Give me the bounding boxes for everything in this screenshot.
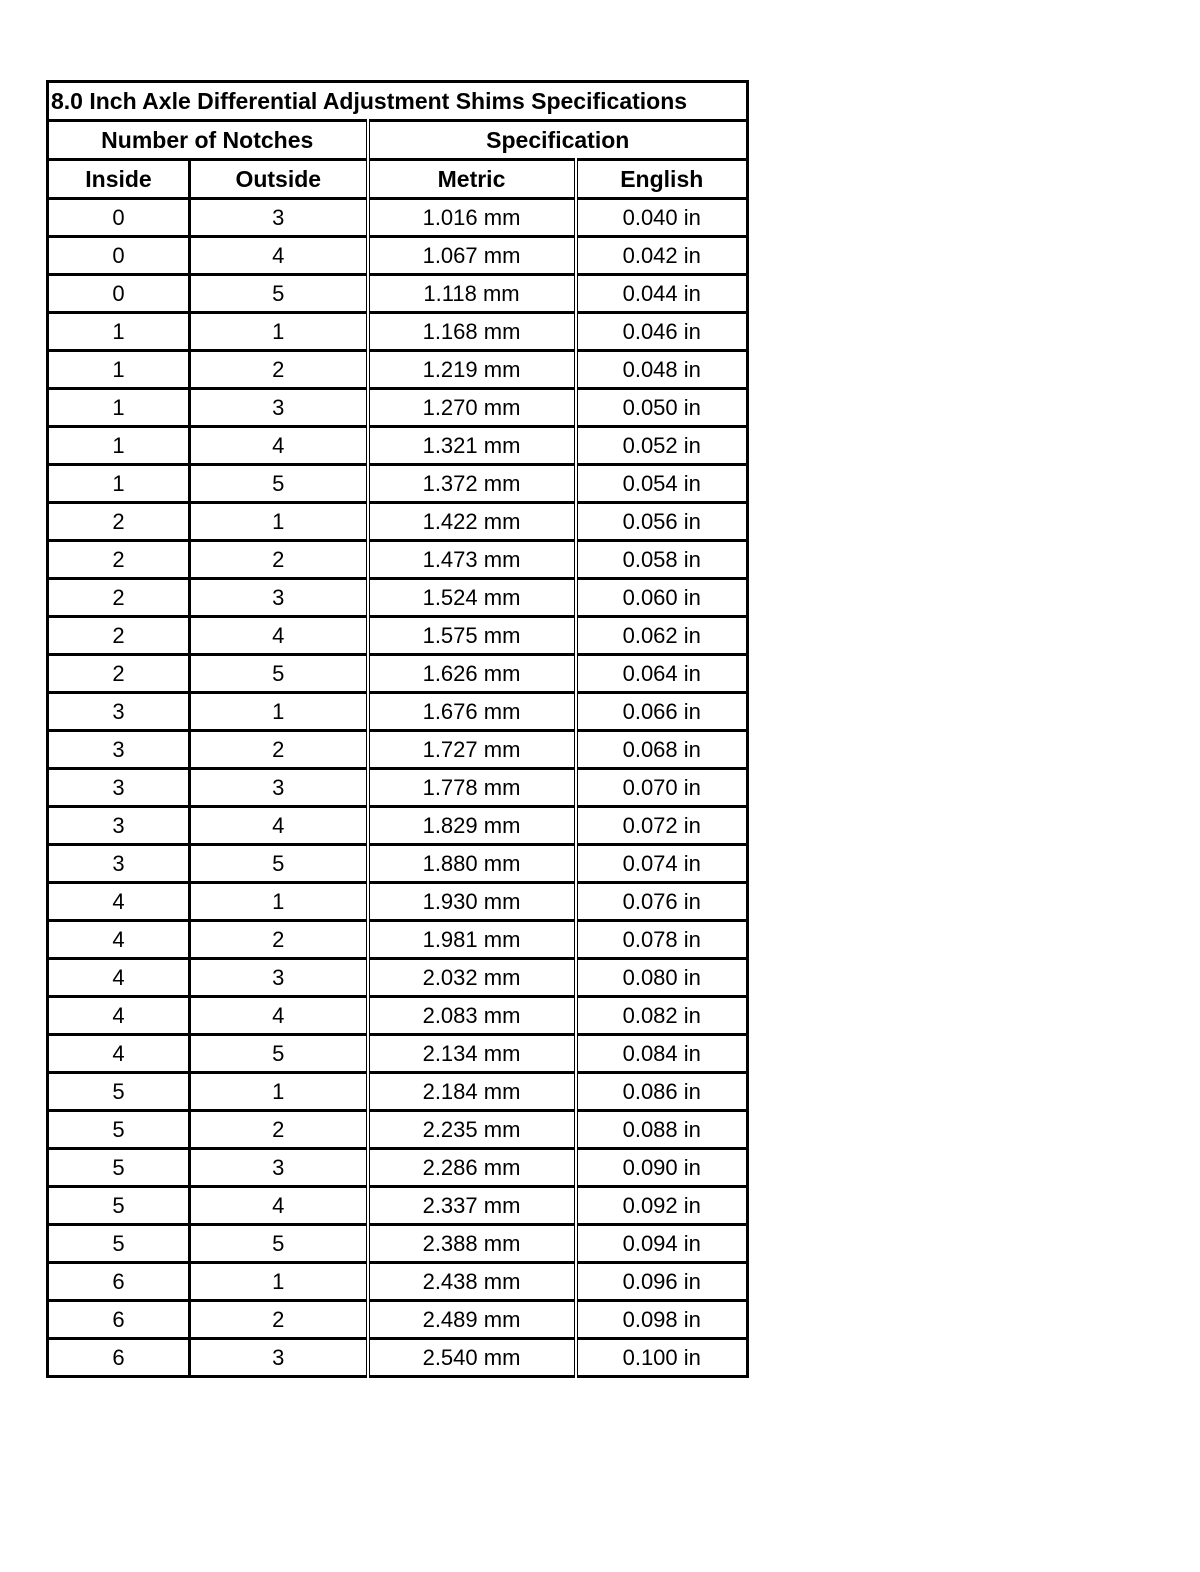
english-header: English bbox=[576, 160, 748, 199]
english-cell: 0.040 in bbox=[576, 199, 748, 237]
inside-cell: 2 bbox=[48, 579, 190, 617]
table-row bbox=[48, 1339, 748, 1377]
english-cell: 0.100 in bbox=[576, 1339, 748, 1377]
english-cell: 0.080 in bbox=[576, 959, 748, 997]
english-cell: 0.078 in bbox=[576, 921, 748, 959]
table-row bbox=[48, 769, 748, 807]
inside-cell: 4 bbox=[48, 883, 190, 921]
inside-cell: 4 bbox=[48, 997, 190, 1035]
inside-cell: 1 bbox=[48, 465, 190, 503]
english-cell: 0.068 in bbox=[576, 731, 748, 769]
inside-cell: 5 bbox=[48, 1149, 190, 1187]
metric-cell: 1.168 mm bbox=[368, 313, 576, 351]
inside-cell: 0 bbox=[48, 237, 190, 275]
table-row bbox=[48, 845, 748, 883]
metric-cell: 2.388 mm bbox=[368, 1225, 576, 1263]
metric-cell: 2.134 mm bbox=[368, 1035, 576, 1073]
english-cell: 0.060 in bbox=[576, 579, 748, 617]
metric-cell: 1.016 mm bbox=[368, 199, 576, 237]
specification-group-header: Specification bbox=[368, 121, 748, 160]
outside-cell: 1 bbox=[190, 503, 368, 541]
metric-cell: 1.575 mm bbox=[368, 617, 576, 655]
table-row bbox=[48, 1111, 748, 1149]
english-cell: 0.090 in bbox=[576, 1149, 748, 1187]
english-cell: 0.082 in bbox=[576, 997, 748, 1035]
inside-cell: 2 bbox=[48, 503, 190, 541]
outside-cell: 1 bbox=[190, 1073, 368, 1111]
group-header-row bbox=[48, 121, 748, 160]
inside-cell: 5 bbox=[48, 1187, 190, 1225]
outside-cell: 3 bbox=[190, 769, 368, 807]
english-cell: 0.070 in bbox=[576, 769, 748, 807]
metric-cell: 1.219 mm bbox=[368, 351, 576, 389]
table-row bbox=[48, 1301, 748, 1339]
outside-cell: 3 bbox=[190, 1149, 368, 1187]
outside-cell: 4 bbox=[190, 237, 368, 275]
metric-cell: 2.337 mm bbox=[368, 1187, 576, 1225]
inside-cell: 3 bbox=[48, 845, 190, 883]
metric-cell: 1.067 mm bbox=[368, 237, 576, 275]
metric-cell: 1.321 mm bbox=[368, 427, 576, 465]
english-cell: 0.094 in bbox=[576, 1225, 748, 1263]
table-row bbox=[48, 883, 748, 921]
outside-cell: 5 bbox=[190, 1225, 368, 1263]
english-cell: 0.044 in bbox=[576, 275, 748, 313]
inside-cell: 4 bbox=[48, 921, 190, 959]
outside-cell: 2 bbox=[190, 351, 368, 389]
outside-cell: 3 bbox=[190, 579, 368, 617]
outside-cell: 2 bbox=[190, 1301, 368, 1339]
outside-cell: 1 bbox=[190, 1263, 368, 1301]
inside-cell: 5 bbox=[48, 1111, 190, 1149]
table-row bbox=[48, 1225, 748, 1263]
english-cell: 0.046 in bbox=[576, 313, 748, 351]
table-row bbox=[48, 1187, 748, 1225]
english-cell: 0.072 in bbox=[576, 807, 748, 845]
outside-cell: 5 bbox=[190, 655, 368, 693]
inside-cell: 0 bbox=[48, 275, 190, 313]
notches-group-header: Number of Notches bbox=[48, 121, 368, 160]
metric-cell: 1.778 mm bbox=[368, 769, 576, 807]
inside-cell: 1 bbox=[48, 351, 190, 389]
inside-header: Inside bbox=[48, 160, 190, 199]
table-row bbox=[48, 1149, 748, 1187]
english-cell: 0.066 in bbox=[576, 693, 748, 731]
metric-header: Metric bbox=[368, 160, 576, 199]
table-row bbox=[48, 731, 748, 769]
english-cell: 0.096 in bbox=[576, 1263, 748, 1301]
outside-cell: 3 bbox=[190, 389, 368, 427]
table-row bbox=[48, 427, 748, 465]
english-cell: 0.042 in bbox=[576, 237, 748, 275]
inside-cell: 6 bbox=[48, 1339, 190, 1377]
metric-cell: 2.083 mm bbox=[368, 997, 576, 1035]
inside-cell: 6 bbox=[48, 1301, 190, 1339]
english-cell: 0.048 in bbox=[576, 351, 748, 389]
english-cell: 0.074 in bbox=[576, 845, 748, 883]
table-row bbox=[48, 807, 748, 845]
outside-cell: 1 bbox=[190, 313, 368, 351]
inside-cell: 3 bbox=[48, 769, 190, 807]
outside-cell: 4 bbox=[190, 807, 368, 845]
metric-cell: 2.489 mm bbox=[368, 1301, 576, 1339]
english-cell: 0.076 in bbox=[576, 883, 748, 921]
english-cell: 0.062 in bbox=[576, 617, 748, 655]
english-cell: 0.058 in bbox=[576, 541, 748, 579]
inside-cell: 4 bbox=[48, 1035, 190, 1073]
outside-cell: 4 bbox=[190, 427, 368, 465]
table-row bbox=[48, 389, 748, 427]
english-cell: 0.084 in bbox=[576, 1035, 748, 1073]
inside-cell: 2 bbox=[48, 655, 190, 693]
inside-cell: 5 bbox=[48, 1073, 190, 1111]
english-cell: 0.064 in bbox=[576, 655, 748, 693]
table-row bbox=[48, 959, 748, 997]
inside-cell: 3 bbox=[48, 731, 190, 769]
metric-cell: 2.286 mm bbox=[368, 1149, 576, 1187]
outside-cell: 3 bbox=[190, 959, 368, 997]
metric-cell: 1.524 mm bbox=[368, 579, 576, 617]
table-row bbox=[48, 199, 748, 237]
inside-cell: 2 bbox=[48, 541, 190, 579]
inside-cell: 3 bbox=[48, 807, 190, 845]
english-cell: 0.088 in bbox=[576, 1111, 748, 1149]
table-row bbox=[48, 313, 748, 351]
outside-header: Outside bbox=[190, 160, 368, 199]
table-row bbox=[48, 617, 748, 655]
inside-cell: 3 bbox=[48, 693, 190, 731]
outside-cell: 5 bbox=[190, 1035, 368, 1073]
english-cell: 0.086 in bbox=[576, 1073, 748, 1111]
table-row bbox=[48, 1263, 748, 1301]
outside-cell: 2 bbox=[190, 1111, 368, 1149]
outside-cell: 3 bbox=[190, 1339, 368, 1377]
inside-cell: 0 bbox=[48, 199, 190, 237]
outside-cell: 4 bbox=[190, 617, 368, 655]
outside-cell: 5 bbox=[190, 275, 368, 313]
table-row bbox=[48, 541, 748, 579]
table-row bbox=[48, 1035, 748, 1073]
inside-cell: 5 bbox=[48, 1225, 190, 1263]
table-row bbox=[48, 275, 748, 313]
metric-cell: 2.540 mm bbox=[368, 1339, 576, 1377]
metric-cell: 1.422 mm bbox=[368, 503, 576, 541]
table-title: 8.0 Inch Axle Differential Adjustment Shims Specifications bbox=[48, 82, 748, 121]
english-cell: 0.054 in bbox=[576, 465, 748, 503]
metric-cell: 1.270 mm bbox=[368, 389, 576, 427]
table-body bbox=[48, 199, 748, 1377]
table-row bbox=[48, 465, 748, 503]
metric-cell: 1.727 mm bbox=[368, 731, 576, 769]
outside-cell: 5 bbox=[190, 465, 368, 503]
outside-cell: 3 bbox=[190, 199, 368, 237]
metric-cell: 2.438 mm bbox=[368, 1263, 576, 1301]
english-cell: 0.056 in bbox=[576, 503, 748, 541]
inside-cell: 1 bbox=[48, 389, 190, 427]
metric-cell: 1.981 mm bbox=[368, 921, 576, 959]
table-row bbox=[48, 997, 748, 1035]
metric-cell: 2.032 mm bbox=[368, 959, 576, 997]
table-row bbox=[48, 351, 748, 389]
metric-cell: 1.473 mm bbox=[368, 541, 576, 579]
inside-cell: 1 bbox=[48, 313, 190, 351]
english-cell: 0.050 in bbox=[576, 389, 748, 427]
outside-cell: 2 bbox=[190, 921, 368, 959]
english-cell: 0.098 in bbox=[576, 1301, 748, 1339]
metric-cell: 1.880 mm bbox=[368, 845, 576, 883]
title-row bbox=[48, 82, 748, 121]
table-row bbox=[48, 921, 748, 959]
metric-cell: 2.235 mm bbox=[368, 1111, 576, 1149]
metric-cell: 1.372 mm bbox=[368, 465, 576, 503]
outside-cell: 4 bbox=[190, 1187, 368, 1225]
sub-header-row bbox=[48, 160, 748, 199]
outside-cell: 4 bbox=[190, 997, 368, 1035]
inside-cell: 6 bbox=[48, 1263, 190, 1301]
table-row bbox=[48, 503, 748, 541]
metric-cell: 1.676 mm bbox=[368, 693, 576, 731]
inside-cell: 2 bbox=[48, 617, 190, 655]
metric-cell: 1.930 mm bbox=[368, 883, 576, 921]
metric-cell: 1.118 mm bbox=[368, 275, 576, 313]
table-row bbox=[48, 693, 748, 731]
outside-cell: 5 bbox=[190, 845, 368, 883]
table-row bbox=[48, 655, 748, 693]
outside-cell: 1 bbox=[190, 883, 368, 921]
metric-cell: 1.829 mm bbox=[368, 807, 576, 845]
table-row bbox=[48, 237, 748, 275]
english-cell: 0.092 in bbox=[576, 1187, 748, 1225]
metric-cell: 1.626 mm bbox=[368, 655, 576, 693]
shim-spec-table bbox=[46, 80, 749, 1378]
outside-cell: 2 bbox=[190, 541, 368, 579]
outside-cell: 1 bbox=[190, 693, 368, 731]
english-cell: 0.052 in bbox=[576, 427, 748, 465]
inside-cell: 4 bbox=[48, 959, 190, 997]
table-row bbox=[48, 579, 748, 617]
outside-cell: 2 bbox=[190, 731, 368, 769]
table-row bbox=[48, 1073, 748, 1111]
inside-cell: 1 bbox=[48, 427, 190, 465]
metric-cell: 2.184 mm bbox=[368, 1073, 576, 1111]
